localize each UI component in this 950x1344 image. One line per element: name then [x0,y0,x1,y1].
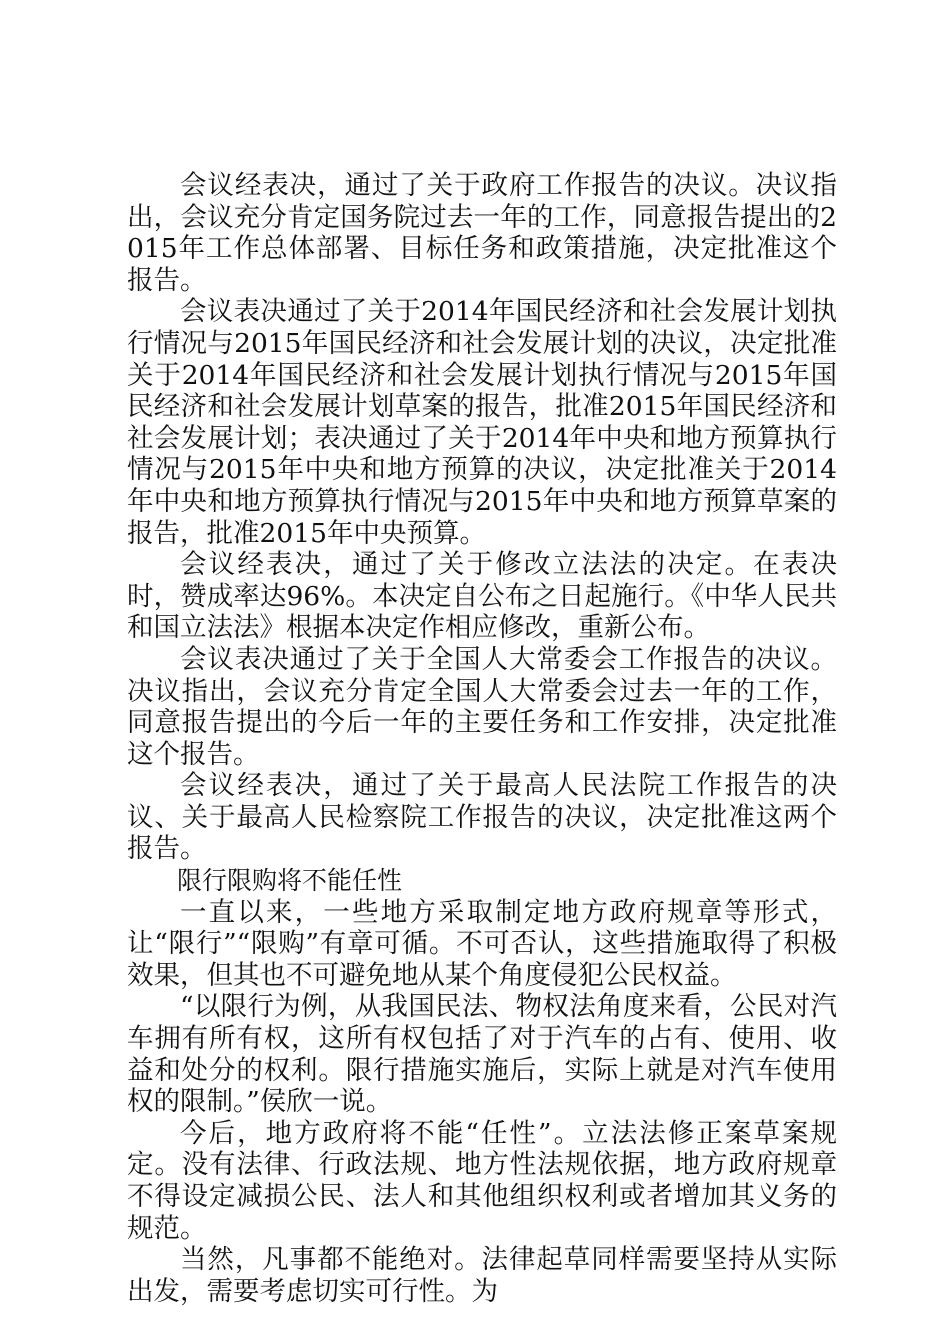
paragraph-npc-standing-committee: 会议表决通过了关于全国人大常委会工作报告的决议。决议指出，会议充分肯定全国人大常委会过去一年的工作，同意报告提出的今后一年的主要任务和工作安排，决定批准这个报告。 [127,643,837,770]
paragraph-court-procuratorate: 会议经表决，通过了关于最高人民法院工作报告的决议、关于最高人民检察院工作报告的决议，决定批准这两个报告。 [127,770,837,865]
paragraph-legislation-law: 会议经表决，通过了关于修改立法法的决定。在表决时，赞成率达96%。本决定自公布之日起施行。《中华人民共和国立法法》根据本决定作相应修改，重新公布。 [127,549,837,644]
section-heading: 限行限购将不能任性 [177,866,403,896]
document-page [127,170,837,1307]
paragraph-local-government-rules: 今后，地方政府将不能“任性”。立法法修正案草案规定。没有法律、行政法规、地方性法规依据，地方政府规章不得设定减损公民、法人和其他组织权利或者增加其义务的规范。 [127,1117,837,1244]
paragraph-government-work-report: 会议经表决，通过了关于政府工作报告的决议。决议指出，会议充分肯定国务院过去一年的工作，同意报告提出的2015年工作总体部署、目标任务和政策措施，决定批准这个报告。 [127,170,837,296]
paragraph-quote-hou-xinyi: “以限行为例，从我国民法、物权法角度来看，公民对汽车拥有所有权，这所有权包括了对于汽车的占有、使用、收益和处分的权利。限行措施实施后，实际上就是对汽车使用权的限制。”侯欣一说。 [127,991,837,1118]
paragraph-economic-plan-budget: 会议表决通过了关于2014年国民经济和社会发展计划执行情况与2015年国民经济和社会发展计划的决议，决定批准关于2014年国民经济和社会发展计划执行情况与2015年国民经济和社会发展计划草案的报告，批准2015年国民经济和社会发展计划；表决通过了关于2014年中央和地方预算执行情况与2015年中央和地方预算的决议，决定批准关于2014年中央和地方预算执行情况与2015年中央和地方预算草案的报告，批准2015年中央预算。 [127,296,837,549]
paragraph-feasibility: 当然，凡事都不能绝对。法律起草同样需要坚持从实际出发，需要考虑切实可行性。为 [127,1244,837,1307]
paragraph-restrictions-intro: 一直以来，一些地方采取制定地方政府规章等形式，让“限行”“限购”有章可循。不可否认，这些措施取得了积极效果，但其也不可避免地从某个角度侵犯公民权益。 [127,896,837,991]
